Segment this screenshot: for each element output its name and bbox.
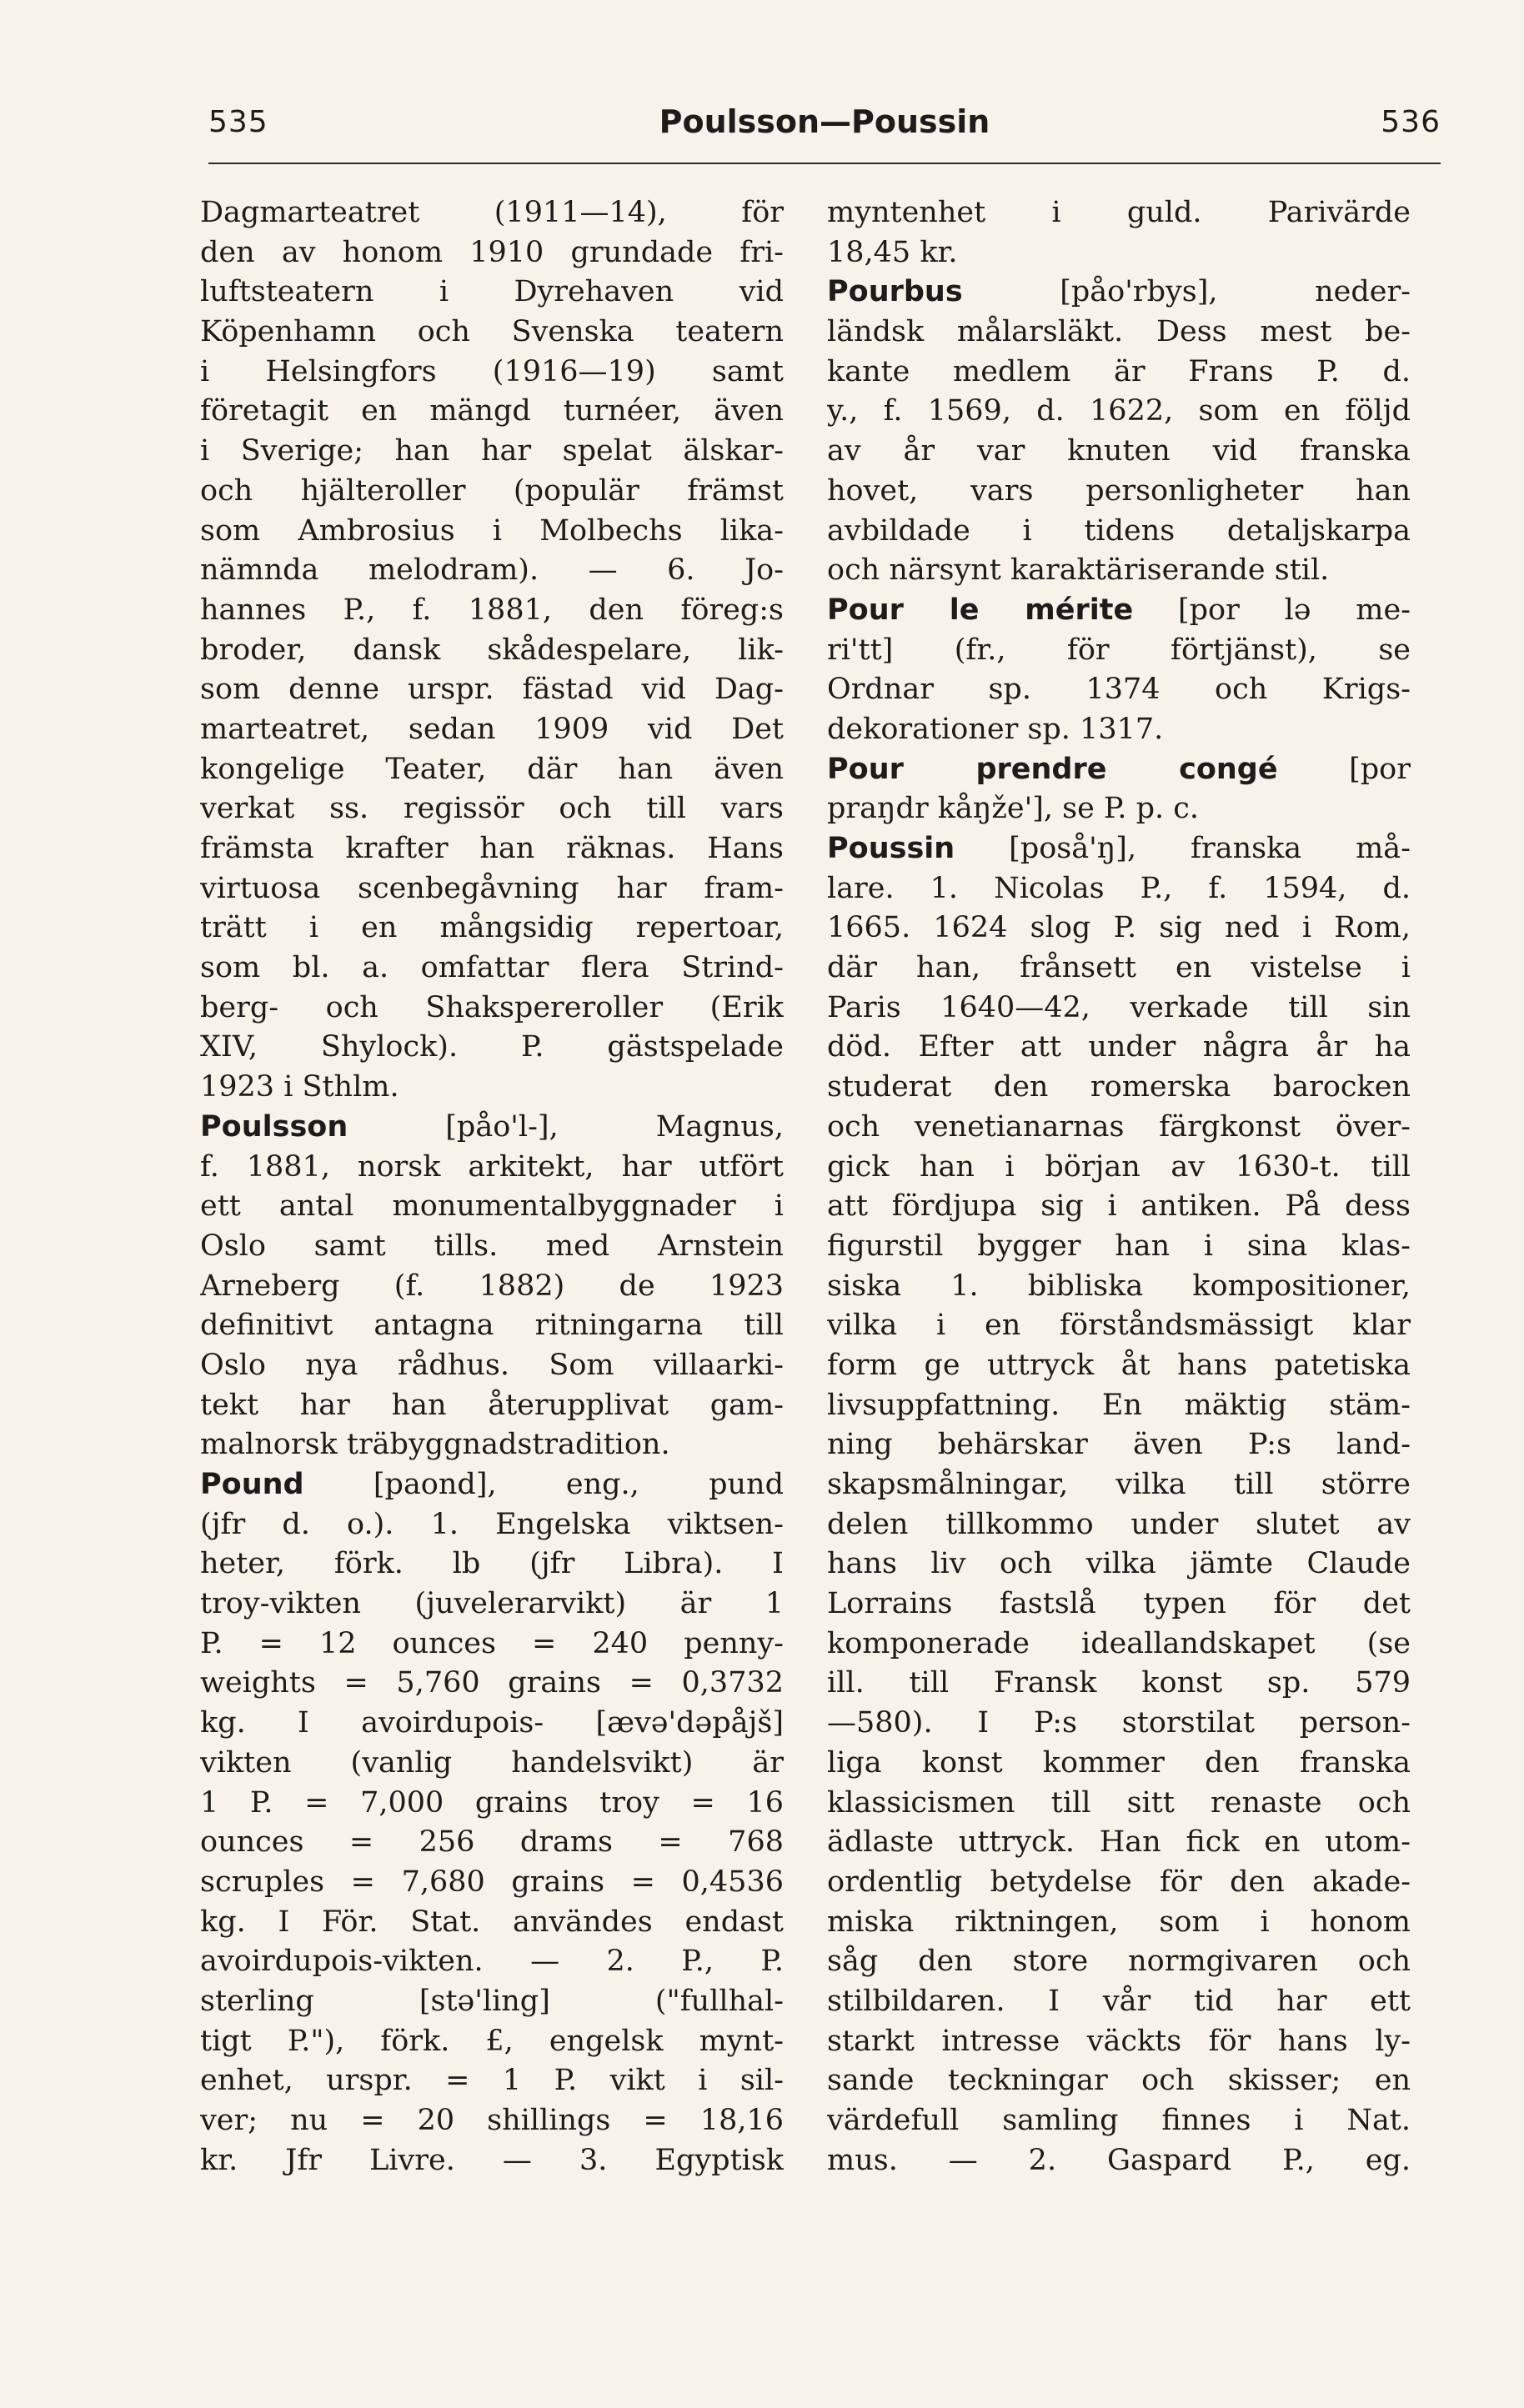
text-line	[200, 670, 784, 710]
text-line	[200, 1187, 784, 1227]
text-line	[200, 2022, 784, 2062]
line-text: [påo'l-], Magnus,	[348, 1109, 784, 1144]
text-line	[827, 1903, 1411, 1943]
text-line	[827, 2141, 1411, 2181]
line-text: ri'tt] (fr., för förtjänst), se	[827, 633, 1411, 667]
line-text: f. 1881, norsk arkitekt, har utfört	[200, 1149, 784, 1184]
text-line	[827, 1584, 1411, 1625]
line-text: enhet, urspr. = 1 P. vikt i sil-	[200, 2064, 784, 2098]
line-text: [por lə me-	[1133, 593, 1411, 627]
line-text: ver; nu = 20 shillings = 18,16	[200, 2104, 784, 2137]
text-line	[200, 1784, 784, 1824]
text-line	[200, 1425, 784, 1465]
text-line	[827, 789, 1411, 829]
page-header	[208, 93, 1441, 160]
line-text: hovet, vars personligheter han	[827, 473, 1411, 508]
line-text: figurstil bygger han i sina klas-	[827, 1229, 1411, 1263]
entry-headword-line	[827, 591, 1411, 631]
left-column	[200, 193, 784, 2180]
line-text: som bl. a. omfattar flera Strind-	[200, 951, 784, 985]
line-text: luftsteatern i Dyrehaven vid	[200, 275, 784, 309]
text-line	[200, 1823, 784, 1863]
entry-headword-line	[200, 1465, 784, 1505]
text-line	[200, 353, 784, 393]
line-text: —580). I P:s storstilat person-	[827, 1706, 1411, 1740]
text-line	[200, 1863, 784, 1903]
text-line	[200, 2141, 784, 2181]
line-text: Oslo nya rådhus. Som villaarki-	[200, 1348, 784, 1382]
text-line	[827, 869, 1411, 909]
line-text: tigt P."), förk. £, engelsk mynt-	[200, 2024, 784, 2058]
line-text: [påo'rbys], neder-	[962, 275, 1411, 309]
text-line	[200, 1505, 784, 1545]
text-line	[827, 1544, 1411, 1584]
line-text: sande teckningar och skisser; en	[827, 2064, 1411, 2098]
line-text: skapsmålningar, vilka till större	[827, 1468, 1411, 1501]
text-line	[827, 1108, 1411, 1148]
text-line	[200, 1942, 784, 1982]
line-text: livsuppfattning. En mäktig stäm-	[827, 1388, 1411, 1422]
line-text: tekt har han återupplivat gam-	[200, 1388, 784, 1422]
line-text: kr. Jfr Livre. — 3. Egyptisk	[200, 2143, 784, 2177]
line-text: ett antal monumentalbyggnader i	[200, 1189, 784, 1224]
line-text: delen tillkommo under slutet av	[827, 1507, 1411, 1541]
text-line	[200, 551, 784, 591]
line-text: ill. till Fransk konst sp. 579	[827, 1666, 1411, 1700]
text-line	[827, 193, 1411, 233]
text-line	[827, 1982, 1411, 2022]
text-line	[200, 1068, 784, 1108]
text-line	[827, 1863, 1411, 1903]
line-text: XIV, Shylock). P. gästspelade	[200, 1030, 784, 1064]
text-line	[200, 1982, 784, 2022]
line-text: gick han i början av 1630-t. till	[827, 1149, 1411, 1184]
text-line	[827, 1068, 1411, 1108]
line-text: [poså'ŋ], franska må-	[955, 832, 1411, 865]
entry-headword: Poulsson	[200, 1109, 348, 1144]
line-text: Arneberg (f. 1882) de 1923	[200, 1269, 784, 1303]
line-text: och venetianarnas färgkonst över-	[827, 1109, 1411, 1144]
text-line	[827, 670, 1411, 710]
text-line	[200, 1386, 784, 1426]
line-text: Lorrains fastslå typen för det	[827, 1587, 1411, 1621]
text-line	[827, 1148, 1411, 1188]
line-text: sterling [stə'ling] ("fullhal-	[200, 1984, 784, 2018]
line-text: mus. — 2. Gaspard P., eg.	[827, 2143, 1411, 2177]
text-line	[827, 1187, 1411, 1227]
line-text: verkat ss. regissör och till vars	[200, 792, 784, 826]
line-text: såg den store normgivaren och	[827, 1945, 1411, 1979]
text-line	[827, 1028, 1411, 1068]
text-line	[827, 1625, 1411, 1665]
text-line	[200, 591, 784, 631]
text-line	[827, 909, 1411, 949]
line-text: scruples = 7,680 grains = 0,4536	[200, 1865, 784, 1899]
text-line	[827, 1346, 1411, 1386]
line-text: och hjälteroller (populär främst	[200, 473, 784, 508]
text-line	[200, 829, 784, 869]
line-text: Köpenhamn och Svenska teatern	[200, 315, 784, 349]
page-number-right: 536	[1381, 105, 1441, 139]
text-line	[200, 869, 784, 909]
line-text: ordentlig betydelse för den akade-	[827, 1865, 1411, 1899]
line-text: hannes P., f. 1881, den föreg:s	[200, 593, 784, 627]
text-line	[200, 512, 784, 552]
text-line	[200, 1544, 784, 1584]
text-line	[827, 2101, 1411, 2141]
text-line	[200, 1028, 784, 1068]
line-text: ounces = 256 drams = 768	[200, 1825, 784, 1860]
text-line	[827, 710, 1411, 750]
text-line	[200, 1584, 784, 1625]
line-text: Dagmarteatret (1911—14), för	[200, 196, 784, 229]
text-line	[827, 1784, 1411, 1824]
text-line	[200, 949, 784, 989]
line-text: troy-vikten (juvelerarvikt) är 1	[200, 1587, 784, 1621]
line-text: där han, frånsett en vistelse i	[827, 951, 1411, 985]
entry-headword: Pound	[200, 1468, 304, 1501]
text-line	[200, 432, 784, 472]
text-line	[200, 989, 784, 1029]
entry-headword: Pour prendre congé	[827, 752, 1278, 786]
line-text: [paond], eng., pund	[303, 1468, 784, 1501]
text-line	[827, 1306, 1411, 1346]
line-text: nämnda melodram). — 6. Jo-	[200, 553, 784, 588]
line-text: hans liv och vilka jämte Claude	[827, 1547, 1411, 1581]
line-text: kg. I avoirdupois- [ævə'dəpåjš]	[200, 1706, 784, 1740]
text-line	[827, 1704, 1411, 1744]
line-text: form ge uttryck åt hans patetiska	[827, 1348, 1411, 1382]
entry-headword: Pourbus	[827, 275, 963, 309]
line-text: av år var knuten vid franska	[827, 434, 1411, 468]
text-line	[200, 1148, 784, 1188]
line-text: 18,45 kr.	[827, 235, 958, 269]
line-text: berg- och Shakspereroller (Erik	[200, 990, 784, 1024]
text-line	[827, 1505, 1411, 1545]
entry-headword-line	[200, 1108, 784, 1148]
line-text: död. Efter att under några år ha	[827, 1030, 1411, 1064]
text-line	[827, 512, 1411, 552]
text-line	[200, 2101, 784, 2141]
text-line	[200, 1625, 784, 1665]
line-text: kg. I För. Stat. användes endast	[200, 1905, 784, 1939]
line-text: Paris 1640—42, verkade till sin	[827, 990, 1411, 1024]
text-line	[200, 631, 784, 671]
line-text: i Sverige; han har spelat älskar-	[200, 434, 784, 468]
text-line	[827, 1425, 1411, 1465]
line-text: som denne urspr. fästad vid Dag-	[200, 673, 784, 707]
line-text: siska 1. bibliska kompositioner,	[827, 1269, 1411, 1303]
text-line	[827, 1227, 1411, 1267]
text-line	[827, 392, 1411, 432]
line-text: avbildade i tidens detaljskarpa	[827, 513, 1411, 548]
line-text: y., f. 1569, d. 1622, som en följd	[827, 394, 1411, 428]
text-line	[827, 1386, 1411, 1426]
header-rule	[208, 163, 1441, 164]
text-line	[827, 432, 1411, 472]
line-text: P. = 12 ounces = 240 penny-	[200, 1626, 784, 1660]
line-text: malnorsk träbyggnadstradition.	[200, 1428, 670, 1462]
text-line	[200, 750, 784, 790]
text-line	[827, 1664, 1411, 1704]
text-line	[827, 631, 1411, 671]
line-text: att fördjupa sig i antiken. På dess	[827, 1189, 1411, 1224]
line-text: klassicismen till sitt renaste och	[827, 1785, 1411, 1820]
text-line	[200, 313, 784, 353]
text-line	[200, 710, 784, 750]
text-line	[200, 909, 784, 949]
line-text: Oslo samt tills. med Arnstein	[200, 1229, 784, 1263]
line-text: myntenhet i guld. Parivärde	[827, 196, 1411, 229]
text-line	[827, 472, 1411, 512]
line-text: kongelige Teater, där han även	[200, 752, 784, 786]
line-text: komponerade ideallandskapet (se	[827, 1626, 1411, 1660]
line-text: weights = 5,760 grains = 0,3732	[200, 1666, 784, 1700]
text-line	[827, 949, 1411, 989]
line-text: i Helsingfors (1916—19) samt	[200, 354, 784, 388]
line-text: den av honom 1910 grundade fri-	[200, 235, 784, 269]
text-line	[200, 1903, 784, 1943]
text-line	[200, 1306, 784, 1346]
text-line	[827, 313, 1411, 353]
line-text: [por	[1277, 752, 1411, 786]
line-text: studerat den romerska barocken	[827, 1070, 1411, 1104]
line-text: 1 P. = 7,000 grains troy = 16	[200, 1785, 784, 1820]
line-text: lare. 1. Nicolas P., f. 1594, d.	[827, 871, 1411, 905]
line-text: (jfr d. o.). 1. Engelska viktsen-	[200, 1507, 784, 1541]
line-text: marteatret, sedan 1909 vid Det	[200, 712, 784, 746]
entry-headword: Poussin	[827, 832, 955, 865]
text-line	[200, 1267, 784, 1307]
text-line	[200, 1704, 784, 1744]
entry-headword-line	[827, 750, 1411, 790]
line-text: företagit en mängd turnéer, även	[200, 394, 784, 428]
text-line	[827, 353, 1411, 393]
text-line	[200, 392, 784, 432]
page-number-left: 535	[208, 105, 268, 139]
text-line	[200, 472, 784, 512]
text-line	[827, 233, 1411, 273]
line-text: liga konst kommer den franska	[827, 1745, 1411, 1780]
line-text: avoirdupois-vikten. — 2. P., P.	[200, 1945, 784, 1979]
line-text: kante medlem är Frans P. d.	[827, 354, 1411, 388]
line-text: vikten (vanlig handelsvikt) är	[200, 1745, 784, 1780]
text-line	[827, 2022, 1411, 2062]
line-text: heter, förk. lb (jfr Libra). I	[200, 1547, 784, 1581]
line-text: 1923 i Sthlm.	[200, 1070, 399, 1104]
text-line	[827, 551, 1411, 591]
line-text: stilbildaren. I vår tid har ett	[827, 1984, 1411, 2018]
text-line	[827, 1823, 1411, 1863]
line-text: som Ambrosius i Molbechs lika-	[200, 513, 784, 548]
text-line	[200, 1664, 784, 1704]
line-text: ländsk målarsläkt. Dess mest be-	[827, 315, 1411, 349]
running-title: Poulsson—Poussin	[659, 103, 990, 140]
line-text: värdefull samling finnes i Nat.	[827, 2104, 1411, 2137]
text-line	[200, 1744, 784, 1784]
text-line	[200, 233, 784, 273]
text-line	[200, 1227, 784, 1267]
text-line	[827, 1942, 1411, 1982]
line-text: vilka i en förståndsmässigt klar	[827, 1309, 1411, 1343]
line-text: trätt i en mångsidig repertoar,	[200, 911, 784, 945]
line-text: och närsynt karaktäriserande stil.	[827, 553, 1330, 588]
right-column	[827, 193, 1411, 2180]
line-text: starkt intresse väckts för hans ly-	[827, 2024, 1411, 2058]
line-text: miska riktningen, som i honom	[827, 1905, 1411, 1939]
line-text: broder, dansk skådespelare, lik-	[200, 633, 784, 667]
line-text: ning behärskar även P:s land-	[827, 1428, 1411, 1462]
line-text: praŋdr kåŋže'], se P. p. c.	[827, 792, 1199, 826]
line-text: dekorationer sp. 1317.	[827, 712, 1164, 746]
text-line	[200, 789, 784, 829]
line-text: främsta krafter han räknas. Hans	[200, 832, 784, 865]
text-line	[827, 1267, 1411, 1307]
entry-headword-line	[827, 829, 1411, 869]
text-line	[827, 1465, 1411, 1505]
text-line	[200, 273, 784, 313]
text-line	[200, 193, 784, 233]
line-text: definitivt antagna ritningarna till	[200, 1309, 784, 1343]
text-line	[827, 2061, 1411, 2101]
entry-headword-line	[827, 273, 1411, 313]
text-line	[200, 1346, 784, 1386]
line-text: 1665. 1624 slog P. sig ned i Rom,	[827, 911, 1411, 945]
entry-headword: Pour le mérite	[827, 593, 1134, 627]
text-line	[827, 1744, 1411, 1784]
line-text: Ordnar sp. 1374 och Krigs-	[827, 673, 1411, 707]
text-line	[200, 2061, 784, 2101]
text-line	[827, 989, 1411, 1029]
line-text: ädlaste uttryck. Han fick en utom-	[827, 1825, 1411, 1860]
line-text: virtuosa scenbegåvning har fram-	[200, 871, 784, 905]
